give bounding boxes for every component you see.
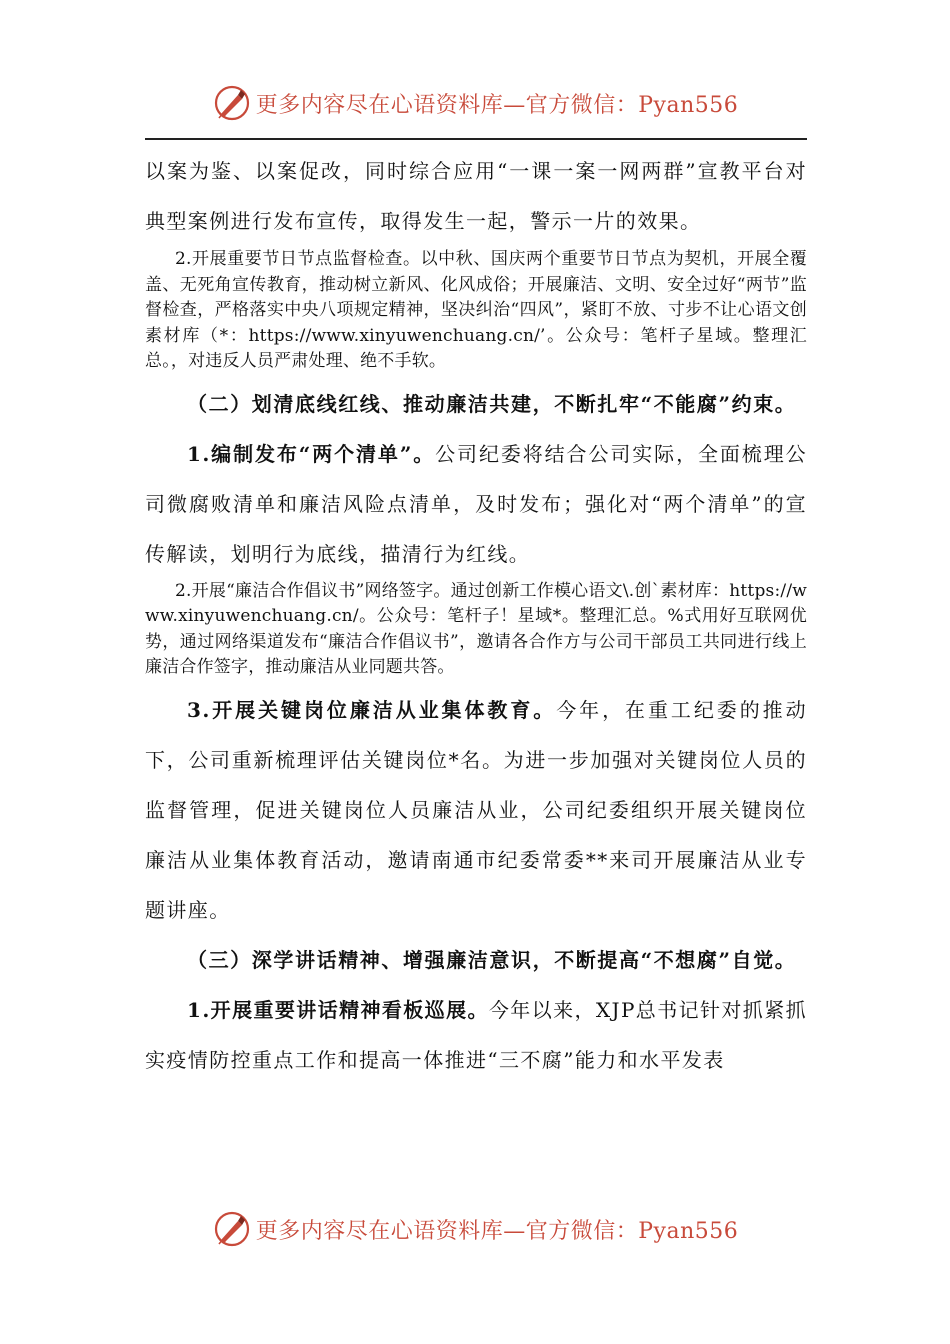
paragraph-cooperation-pledge: 2.开展“廉洁合作倡议书”网络签字。通过创新工作模心语文\.创`素材库：https://www.xinyuwenchuang.cn/。公众号：笔杆子！星域*。整理汇总。%式用好互联网优势，通过网络渠道发布“廉洁合作倡议书”，邀请各合作方与公司干部员工共同进行线上廉洁合作签字，推动廉洁从业同题共答。 [145, 580, 807, 677]
banner-text: 更多内容尽在心语资料库—官方微信：Pyan556 [255, 1218, 739, 1244]
section-heading-3: （三）深学讲话精神、增强廉洁意识，不断提高“不想腐”自觉。 [187, 947, 797, 972]
paragraph-case-warning: 以案为鉴、以案促改，同时综合应用“一课一案一网两群”宣教平台对典型案例进行发布宣传，取得发生一起，警示一片的效果。 [145, 159, 807, 233]
paragraph-key-positions [145, 685, 807, 935]
header-banner [0, 78, 950, 128]
document-body [145, 146, 807, 1085]
pen-nib-logo-icon [212, 1209, 252, 1249]
footer-banner [0, 1204, 950, 1254]
paragraph-lead: 3.开展关键岗位廉洁从业集体教育。 [187, 697, 557, 722]
pen-nib-logo-icon [212, 83, 252, 123]
paragraph-speech-exhibition [145, 985, 807, 1085]
paragraph-two-lists [145, 429, 807, 579]
section-heading-2: （二）划清底线红线、推动廉洁共建，不断扎牢“不能腐”约束。 [187, 391, 797, 416]
paragraph-text: 今年，在重工纪委的推动下，公司重新梳理评估关键岗位*名。为进一步加强对关键岗位人员的监督管理，促进关键岗位人员廉洁从业，公司纪委组织开展关键岗位廉洁从业集体教育活动，邀请南通市纪委常委**来司开展廉洁从业专题讲座。 [145, 697, 807, 922]
paragraph-text: 今年以来，XJP总书记针对抓紧抓实疫情防控重点工作和提高一体推进“三不腐”能力和水平发表 [145, 997, 808, 1072]
paragraph-lead: 1.编制发布“两个清单”。 [187, 441, 436, 466]
paragraph-lead: 1.开展重要讲话精神看板巡展。 [187, 997, 489, 1022]
paragraph-text: 公司纪委将结合公司实际，全面梳理公司微腐败清单和廉洁风险点清单，及时发布；强化对“两个清单”的宣传解读，划明行为底线，描清行为红线。 [145, 441, 807, 566]
paragraph-holiday-inspection: 2.开展重要节日节点监督检查。以中秋、国庆两个重要节日节点为契机，开展全覆盖、无死角宣传教育，推动树立新风、化风成俗；开展廉洁、文明、安全过好“两节”监督检查，严格落实中央八项规定精神，坚决纠治“四风”，紧盯不放、寸步不让心语文创素材库（*：https://www.xinyuwenchuang.cn/’。公众号：笔杆子星域。整理汇总。，对违反人员严肃处理、绝不手软。 [145, 249, 807, 371]
header-divider [145, 138, 807, 140]
banner-text: 更多内容尽在心语资料库—官方微信：Pyan556 [255, 92, 739, 118]
